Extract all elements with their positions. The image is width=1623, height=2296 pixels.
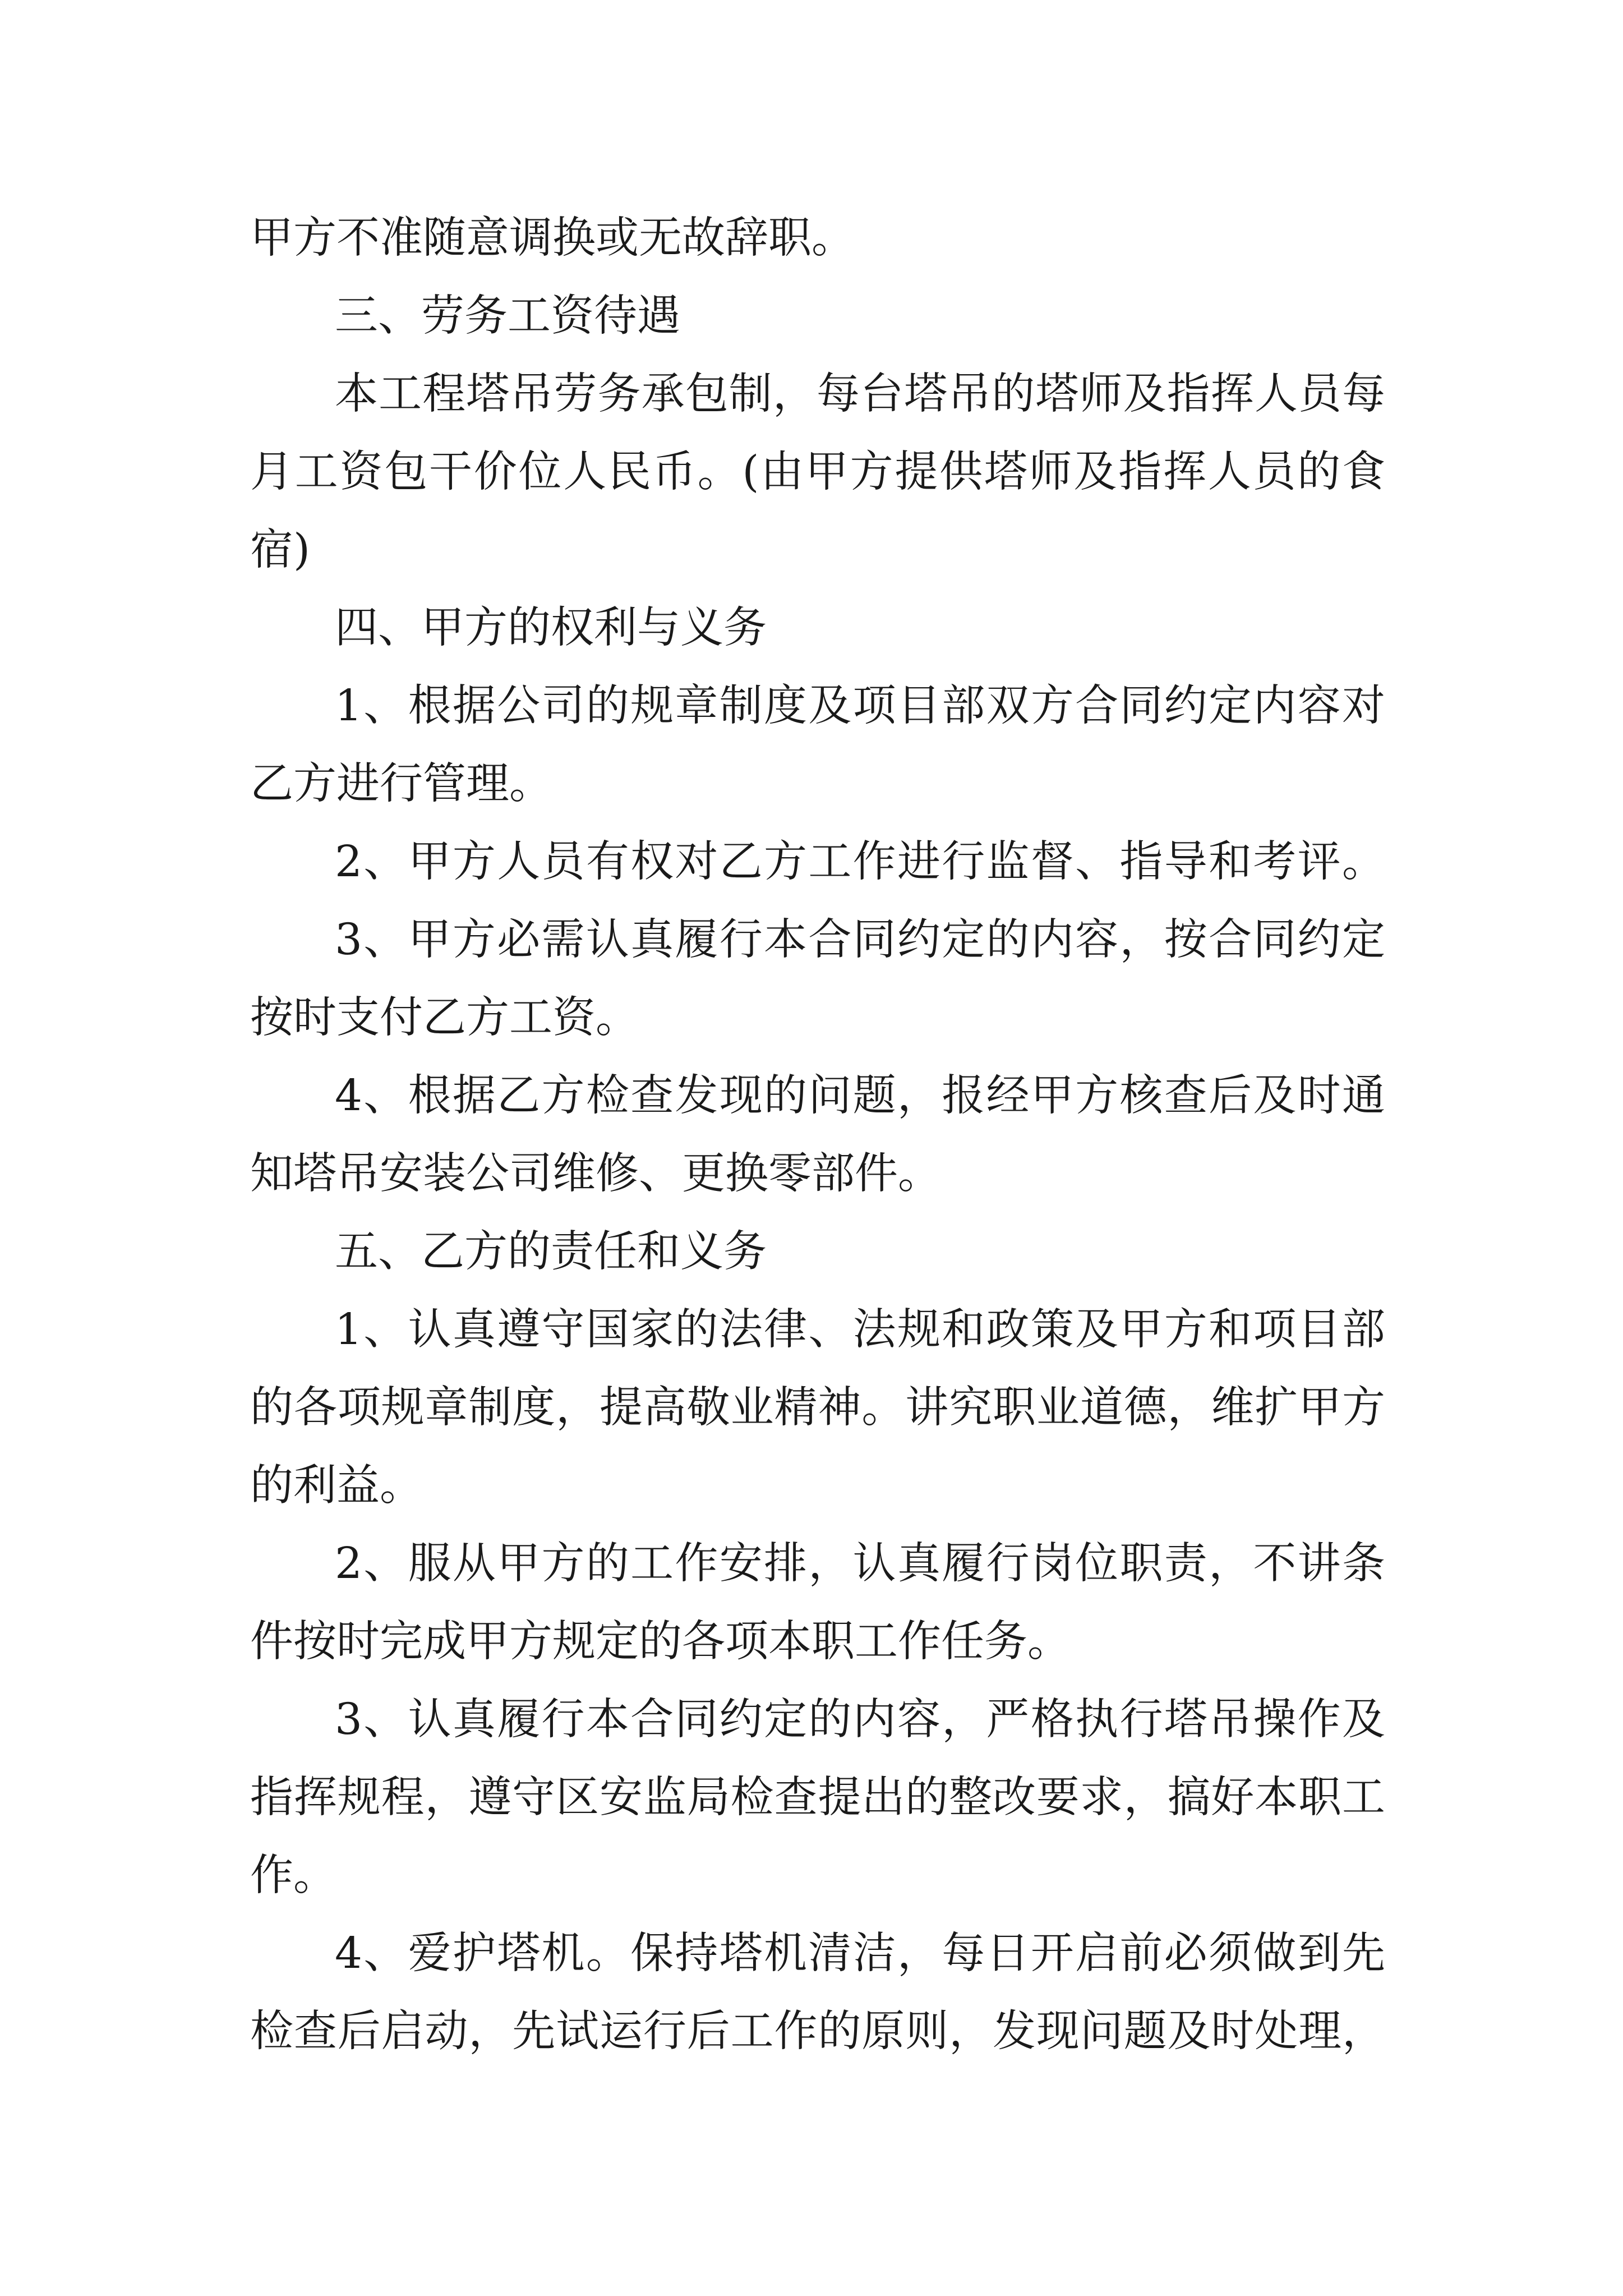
text-line: 的利益。 (250, 1461, 423, 1511)
text-line: 知塔吊安装公司维修、更换零部件。 (250, 1149, 941, 1199)
section-heading: 三、劳务工资待遇 (335, 291, 680, 341)
text-line: 2、服从甲方的工作安排，认真履行岗位职责，不讲条 (335, 1539, 1385, 1589)
text-line: 甲方不准随意调换或无故辞职。 (250, 213, 855, 263)
text-line: 4、根据乙方检查发现的问题，报经甲方核查后及时通 (335, 1071, 1385, 1121)
text-line: 月工资包干价位人民币。(由甲方提供塔师及指挥人员的食 (250, 447, 1385, 497)
section-heading: 四、甲方的权利与义务 (335, 603, 767, 653)
text-line: 件按时完成甲方规定的各项本职工作任务。 (250, 1617, 1071, 1667)
text-line: 宿) (250, 525, 311, 575)
text-line: 检查后启动，先试运行后工作的原则，发现问题及时处理， (250, 2007, 1385, 2056)
text-line: 4、爱护塔机。保持塔机清洁，每日开启前必须做到先 (335, 1929, 1385, 1978)
text-line: 2、甲方人员有权对乙方工作进行监督、指导和考评。 (335, 837, 1385, 887)
text-line: 按时支付乙方工资。 (250, 993, 639, 1043)
text-line: 3、甲方必需认真履行本合同约定的内容，按合同约定 (335, 915, 1385, 965)
text-line: 1、认真遵守国家的法律、法规和政策及甲方和项目部 (335, 1305, 1385, 1355)
text-line: 作。 (250, 1851, 336, 1901)
text-line: 1、根据公司的规章制度及项目部双方合同约定内容对 (335, 681, 1385, 731)
text-line: 指挥规程，遵守区安监局检查提出的整改要求，搞好本职工 (250, 1773, 1385, 1823)
text-line: 的各项规章制度，提高敬业精神。讲究职业道德，维扩甲方 (250, 1383, 1385, 1433)
text-line: 3、认真履行本合同约定的内容，严格执行塔吊操作及 (335, 1695, 1385, 1745)
text-line: 乙方进行管理。 (250, 759, 552, 809)
section-heading: 五、乙方的责任和义务 (335, 1227, 767, 1277)
text-line: 本工程塔吊劳务承包制，每台塔吊的塔师及指挥人员每 (335, 369, 1385, 419)
